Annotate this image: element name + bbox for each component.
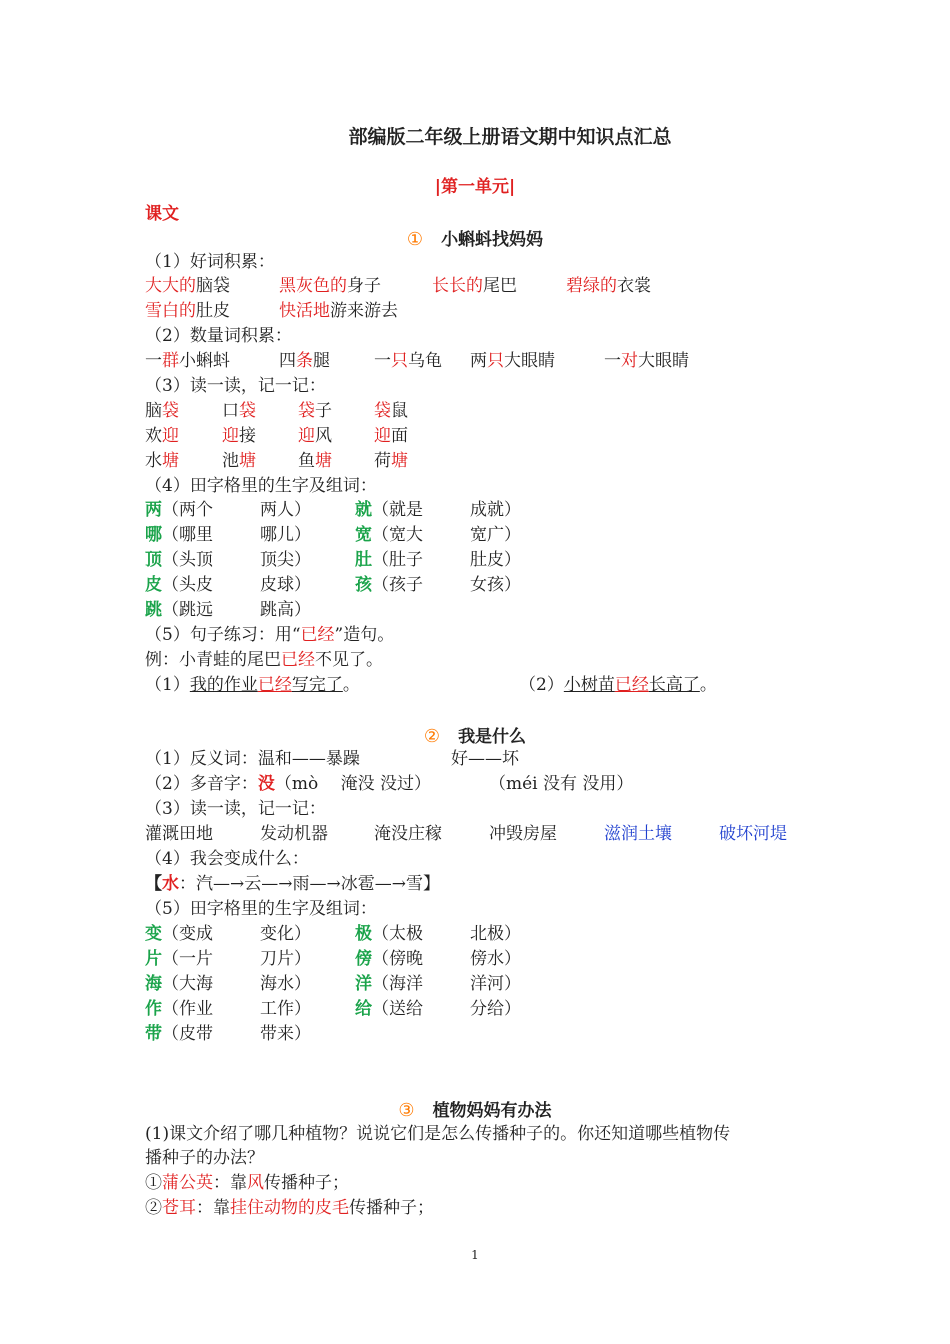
new-char: 带 [145,1024,162,1044]
read-word [298,424,332,448]
char-entry [145,498,213,522]
new-char: 孩 [355,575,372,595]
read-key-char: 袋 [298,401,315,421]
q5-text: （5）句子练习：用“ [145,625,301,645]
char-word: 傍水） [470,949,521,969]
new-char: 皮 [145,575,162,595]
word-noun: 尾巴 [483,276,517,296]
answer-text: 长高了 [648,675,700,695]
phrase: 灌溉田地 [145,824,213,844]
lesson3-answer-1 [145,1171,349,1195]
char-entry [145,922,213,946]
word-noun: 脑袋 [196,276,230,296]
answer-number: ② [145,1198,162,1218]
char-entry [355,947,423,971]
water-chain [145,872,440,896]
answer-text: ：靠 [213,1173,247,1193]
answer-keyword: 挂住动物的皮毛 [230,1198,349,1218]
char-word: 顶尖） [260,550,311,570]
word-adjective: 雪白的 [145,301,196,321]
char-word: 带来） [260,1024,311,1044]
page-title: 部编版二年级上册语文期中知识点汇总 [348,126,672,148]
read-word [145,449,179,473]
char-word: 女孩） [470,575,521,595]
phrase: 发动机器 [260,824,328,844]
lesson1-heading [0,225,950,250]
polyphone-reading: （mò 淹没 没过） [274,774,431,794]
measure-number: 一 [145,351,162,371]
lesson1-q3: （3）读一读，记一记： [145,376,326,396]
char-word: 两人） [260,500,311,520]
example-text: 不见了。 [315,650,383,670]
measure-phrase [604,349,689,373]
answer-number: （2） [519,675,564,695]
new-char: 跳 [145,600,162,620]
lesson2-q3: （3）读一读，记一记： [145,799,326,819]
lesson1-title: 小蝌蚪找妈妈 [441,230,544,250]
char-word: 分给） [470,999,521,1019]
lesson2-q4: （4）我会变成什么： [145,849,309,869]
page-number: 1 [471,1248,479,1262]
char-entry [145,997,213,1021]
answer-text: 传播种子； [264,1173,349,1193]
new-char: 哪 [145,525,162,545]
char-entry [355,997,423,1021]
measure-word: 条 [296,351,313,371]
read-char: 接 [239,426,256,446]
new-char: 肚 [355,550,372,570]
read-word [374,424,408,448]
lesson1-q1: （1）好词积累： [145,252,275,272]
char-word: （海洋 [372,974,423,994]
char-word: 洋河） [470,974,521,994]
new-char: 极 [355,924,372,944]
word-phrase [279,299,398,323]
section-label: 课文 [145,204,179,224]
read-key-char: 迎 [222,426,239,446]
new-char: 顶 [145,550,162,570]
read-key-char: 塘 [239,451,256,471]
char-entry [355,548,423,572]
char-word: 刀片） [260,949,311,969]
lesson3-title: 植物妈妈有办法 [432,1101,552,1121]
measure-number: 一 [374,351,391,371]
lesson2-title: 我是什么 [458,727,527,747]
read-key-char: 袋 [239,401,256,421]
measure-noun: 大眼睛 [504,351,555,371]
measure-phrase [145,349,230,373]
char-word: （傍晚 [372,949,423,969]
lesson2-q2 [145,772,431,796]
new-char: 片 [145,949,162,969]
read-char: 口 [222,401,239,421]
read-word [222,449,256,473]
char-word: （头顶 [162,550,213,570]
q2-text: （2）多音字： [145,774,258,794]
read-char: 鼠 [391,401,408,421]
char-word: 哪儿） [260,525,311,545]
char-entry [355,972,423,996]
read-key-char: 袋 [374,401,391,421]
answer-number: ① [145,1173,162,1193]
phrase-highlight: 破坏河堤 [719,824,787,844]
measure-word: 对 [621,351,638,371]
lesson3-q1-line1: (1)课文介绍了哪几种植物？说说它们是怎么传播种子的。你还知道哪些植物传 [145,1124,731,1144]
char-entry [355,573,423,597]
char-word: （太极 [372,924,423,944]
word-phrase [279,274,381,298]
lesson1-q5 [145,623,394,647]
word-phrase [566,274,651,298]
read-word [222,424,256,448]
answer-text: 传播种子； [349,1198,434,1218]
read-key-char: 袋 [162,401,179,421]
answer-1 [145,673,360,697]
new-char: 就 [355,500,372,520]
word-adjective: 长长的 [432,276,483,296]
char-word: （哪里 [162,525,213,545]
new-char: 傍 [355,949,372,969]
lesson2-q5: （5）田字格里的生字及组词： [145,899,377,919]
char-word: （作业 [162,999,213,1019]
measure-word: 群 [162,351,179,371]
read-char: 面 [391,426,408,446]
new-char: 海 [145,974,162,994]
read-key-char: 迎 [298,426,315,446]
bracket: 【 [145,874,162,894]
char-word: （肚子 [372,550,423,570]
phrase: 冲毁房屋 [489,824,557,844]
answer-text: 写完了 [291,675,343,695]
read-key-char: 迎 [162,426,179,446]
answer-text: 我的作业 [189,675,258,695]
lesson2-q1-pair: 好——坏 [451,749,519,769]
example-text: 例：小青蛙的尾巴 [145,650,281,670]
word-adjective: 大大的 [145,276,196,296]
char-word: （大海 [162,974,213,994]
lesson3-number: ③ [398,1100,415,1121]
q5-text: ”造句。 [334,625,395,645]
read-key-char: 塘 [391,451,408,471]
char-word: （就是 [372,500,423,520]
char-word: 北极） [470,924,521,944]
word-phrase [432,274,517,298]
word-noun: 肚皮 [196,301,230,321]
char-word: 成就） [470,500,521,520]
read-char: 子 [315,401,332,421]
new-char: 两 [145,500,162,520]
measure-noun: 乌龟 [408,351,442,371]
measure-phrase [279,349,330,373]
answer-keyword: 已经 [257,675,292,695]
read-key-char: 迎 [374,426,391,446]
char-word: 工作） [260,999,311,1019]
answer-2 [519,673,717,697]
char-word: （孩子 [372,575,423,595]
read-word [222,399,256,423]
read-key-char: 塘 [162,451,179,471]
plant-name: 蒲公英 [162,1173,213,1193]
chain-text: ：汽—→云—→雨—→冰雹—→雪】 [179,874,440,894]
char-word: 海水） [260,974,311,994]
phrase: 淹没庄稼 [374,824,442,844]
char-entry [145,947,213,971]
lesson2-number: ② [423,726,441,747]
char-entry [355,523,423,547]
char-entry [145,523,213,547]
read-word [298,449,332,473]
answer-end: 。 [342,675,360,695]
word-adjective: 快活地 [279,301,330,321]
measure-noun: 腿 [313,351,330,371]
polyphone-char: 没 [257,774,275,794]
word-noun: 身子 [347,276,381,296]
lesson2-q1: （1）反义词：温和——暴躁 [145,749,360,769]
lesson2-heading [0,722,950,747]
lesson1-example [145,648,383,672]
chain-key: 水 [162,874,179,894]
word-adjective: 黑灰色的 [279,276,347,296]
answer-keyword: 风 [247,1173,264,1193]
char-word: （宽大 [372,525,423,545]
plant-name: 苍耳 [162,1198,196,1218]
measure-word: 只 [487,351,504,371]
char-word: （两个 [162,500,213,520]
answer-keyword: 已经 [614,675,649,695]
new-char: 给 [355,999,372,1019]
answer-number: （1） [145,675,190,695]
char-word: 皮球） [260,575,311,595]
char-entry [355,922,423,946]
read-word [374,449,408,473]
char-entry [145,1022,213,1046]
read-word [374,399,408,423]
char-word: （送给 [372,999,423,1019]
read-char: 水 [145,451,162,471]
lesson1-q4: （4）田字格里的生字及组词： [145,476,377,496]
char-word: 变化） [260,924,311,944]
measure-number: 一 [604,351,621,371]
new-char: 变 [145,924,162,944]
measure-noun: 小蝌蚪 [179,351,230,371]
measure-word: 只 [391,351,408,371]
answer-end: 。 [699,675,717,695]
unit-heading: |第一单元| [434,177,516,197]
new-char: 宽 [355,525,372,545]
char-entry [145,548,213,572]
char-word: 宽广） [470,525,521,545]
read-word [145,424,179,448]
lesson3-answer-2 [145,1196,434,1220]
lesson3-q1-line2: 播种子的办法？ [145,1148,264,1168]
answer-text: 小树苗 [563,675,615,695]
read-char: 脑 [145,401,162,421]
phrase-highlight: 滋润土壤 [604,824,672,844]
char-entry [355,498,423,522]
char-entry [145,598,213,622]
measure-number: 两 [470,351,487,371]
read-char: 池 [222,451,239,471]
polyphone-reading: （méi 没有 没用） [489,774,634,794]
measure-noun: 大眼睛 [638,351,689,371]
char-entry [145,972,213,996]
lesson1-q2: （2）数量词积累： [145,326,292,346]
char-word: （头皮 [162,575,213,595]
char-word: 跳高） [260,600,311,620]
read-char: 鱼 [298,451,315,471]
char-word: （一片 [162,949,213,969]
word-noun: 衣裳 [617,276,651,296]
word-adjective: 碧绿的 [566,276,617,296]
char-word: 肚皮） [470,550,521,570]
measure-number: 四 [279,351,296,371]
char-word: （变成 [162,924,213,944]
read-char: 荷 [374,451,391,471]
example-keyword: 已经 [281,650,315,670]
q5-keyword: 已经 [300,625,335,645]
new-char: 洋 [355,974,372,994]
new-char: 作 [145,999,162,1019]
read-key-char: 塘 [315,451,332,471]
read-char: 风 [315,426,332,446]
read-word [145,399,179,423]
char-entry [145,573,213,597]
measure-phrase [374,349,442,373]
read-char: 欢 [145,426,162,446]
measure-phrase [470,349,555,373]
char-word: （皮带 [162,1024,213,1044]
word-phrase [145,299,230,323]
lesson3-heading [0,1096,950,1121]
word-noun: 游来游去 [330,301,398,321]
lesson1-number: ① [406,229,424,250]
word-phrase [145,274,230,298]
read-word [298,399,332,423]
answer-text: ：靠 [196,1198,230,1218]
char-word: （跳远 [162,600,213,620]
